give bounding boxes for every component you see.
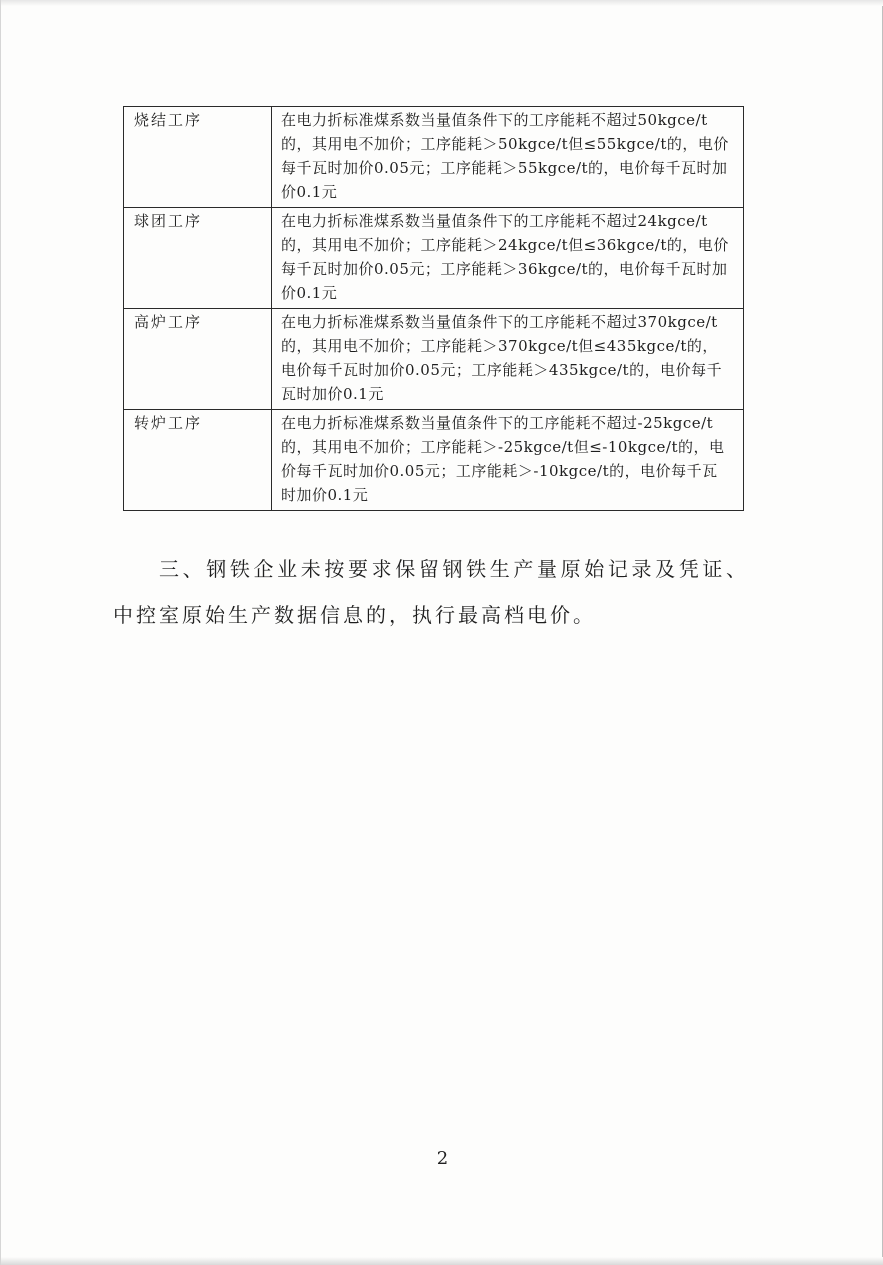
energy-consumption-table xyxy=(123,106,744,511)
pricing-rule-cell: 在电力折标准煤系数当量值条件下的工序能耗不超过370kgce/t的，其用电不加价；工序能耗＞370kgce/t但≤435kgce/t的，电价每千瓦时加价0.05元；工序能耗＞435kgce/t的，电价每千瓦时加价0.1元 xyxy=(272,309,744,410)
table-row xyxy=(124,208,744,309)
process-name-cell: 烧结工序 xyxy=(124,107,272,208)
pricing-rule-cell: 在电力折标准煤系数当量值条件下的工序能耗不超过-25kgce/t的，其用电不加价；工序能耗＞-25kgce/t但≤-10kgce/t的，电价每千瓦时加价0.05元；工序能耗＞-10kgce/t的，电价每千瓦时加价0.1元 xyxy=(272,410,744,511)
table-row xyxy=(124,309,744,410)
page-number: 2 xyxy=(436,1148,449,1169)
process-name-cell: 转炉工序 xyxy=(124,410,272,511)
process-name-cell: 球团工序 xyxy=(124,208,272,309)
table-row xyxy=(124,410,744,511)
scan-top-edge xyxy=(1,0,883,6)
table-row xyxy=(124,107,744,208)
scan-bottom-edge xyxy=(1,1257,883,1265)
pricing-rule-cell: 在电力折标准煤系数当量值条件下的工序能耗不超过24kgce/t的，其用电不加价；工序能耗＞24kgce/t但≤36kgce/t的，电价每千瓦时加价0.05元；工序能耗＞36kgce/t的，电价每千瓦时加价0.1元 xyxy=(272,208,744,309)
process-name-cell: 高炉工序 xyxy=(124,309,272,410)
pricing-rule-cell: 在电力折标准煤系数当量值条件下的工序能耗不超过50kgce/t的，其用电不加价；工序能耗＞50kgce/t但≤55kgce/t的，电价每千瓦时加价0.05元；工序能耗＞55kgce/t的，电价每千瓦时加价0.1元 xyxy=(272,107,744,208)
section-three-paragraph: 三、钢铁企业未按要求保留钢铁生产量原始记录及凭证、中控室原始生产数据信息的，执行最高档电价。 xyxy=(113,557,749,627)
